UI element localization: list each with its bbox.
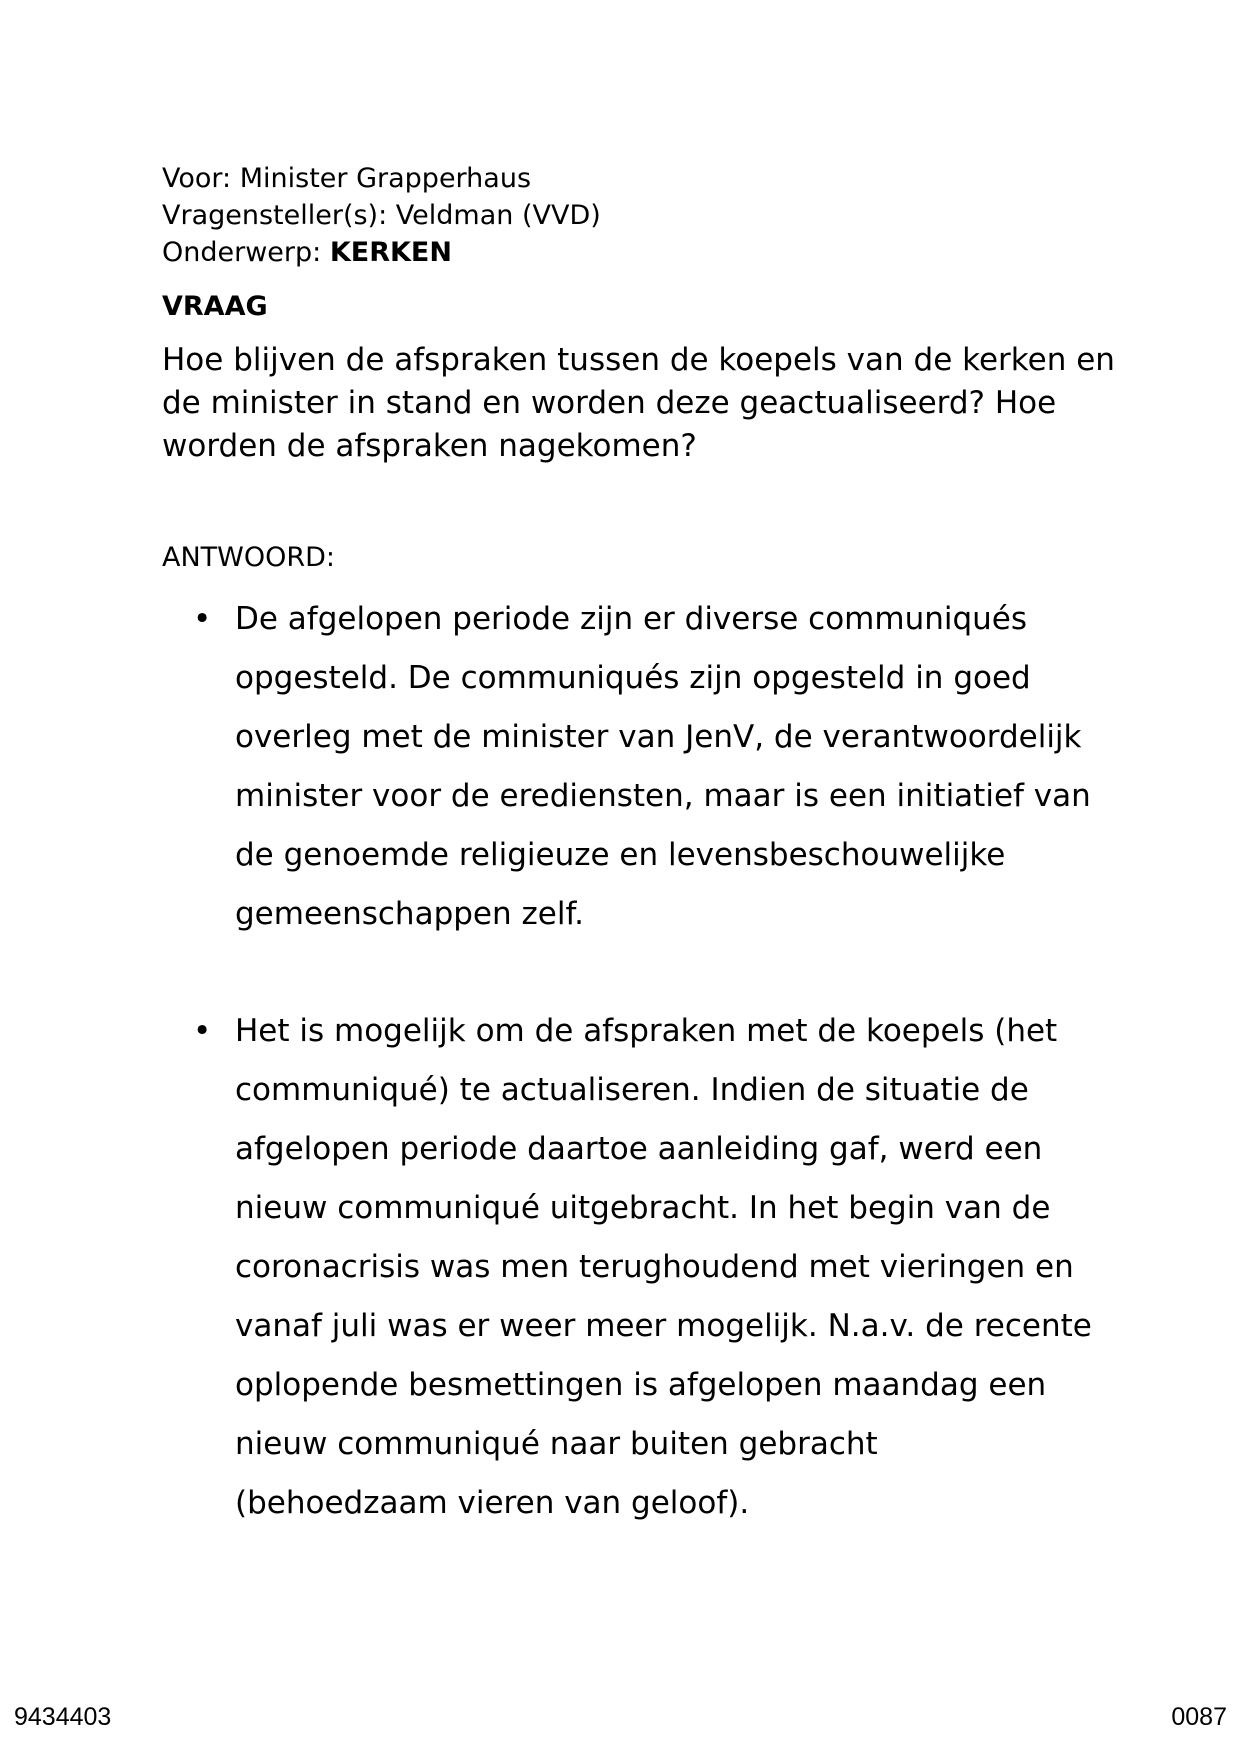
answer-item-text: De afgelopen periode zijn er diverse communiqués opgesteld. De communiqués zijn opgesteld in goed overleg met de minister van JenV, de verantwoordelijk minister voor de erediensten, maar is een initiatief van de genoemde religieuze en levensbeschouwelijke gemeenschappen zelf. [235, 601, 1091, 932]
question-text: Hoe blijven de afspraken tussen de koepels van de kerken en de minister in stand en worden deze geactualiseerd? Hoe worden de afspraken nagekomen? [162, 342, 1115, 464]
answer-item-text: Het is mogelijk om de afspraken met de koepels (het communiqué) te actualiseren. Indien de situatie de afgelopen periode daartoe aanleiding gaf, werd een nieuw communiqué uitgebracht. In het begin van de coronacrisis was men terughoudend met vieringen en vanaf juli was er weer meer mogelijk. N.a.v. de recente oplopende besmettingen is afgelopen maandag een nieuw communiqué naar buiten gebracht (behoedzaam vieren van geloof). [235, 1013, 1092, 1521]
asker-value: Veldman (VVD) [395, 200, 601, 231]
answer-item [0, 1002, 1095, 1533]
document-number: 9434403 [14, 1703, 112, 1731]
page-number: 0087 [1171, 1703, 1227, 1731]
asker-line [162, 197, 601, 234]
for-value: Minister Grapperhaus [239, 163, 532, 194]
for-label: Voor: [162, 163, 232, 194]
document-header [162, 160, 601, 271]
asker-label: Vragensteller(s): [162, 200, 388, 231]
answer-list [0, 590, 1241, 1533]
bullet-icon: • [193, 1013, 212, 1049]
answer-item [0, 590, 1095, 944]
subject-line [162, 234, 601, 271]
for-line [162, 160, 601, 197]
bullet-icon: • [193, 601, 212, 637]
answer-heading: ANTWOORD: [162, 542, 336, 573]
subject-label: Onderwerp: [162, 237, 322, 268]
subject-value: KERKEN [329, 237, 452, 268]
question-heading: VRAAG [162, 291, 268, 322]
